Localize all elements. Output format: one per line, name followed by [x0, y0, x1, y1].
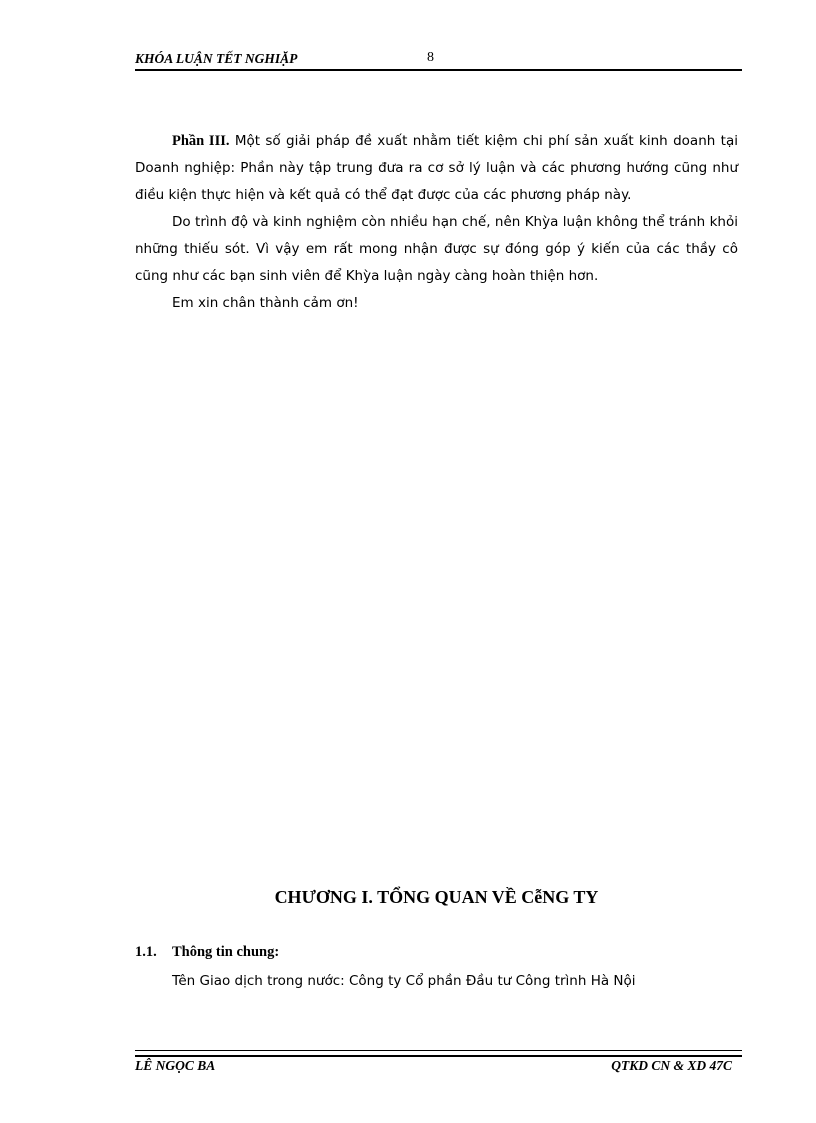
footer-author: LÊ NGỌC BA [135, 1058, 216, 1073]
footer-class: QTKD CN & XD 47C [611, 1058, 732, 1073]
paragraph-text: Do trình độ và kinh nghiệm còn nhiều hạn chế, nên Khỳa luận không thể tránh khỏi những thiếu sót. Vì vậy em rất mong nhận được sự đóng góp ý kiến của các thầy cô cũng như các bạn sinh viên để Khỳa luận ngày càng hoàn thiện hơn. [135, 214, 738, 284]
paragraph-text: Một số giải pháp đề xuất nhằm tiết kiệm chi phí sản xuất kinh doanh tại Doanh nghiệp: Phần này tập trung đưa ra cơ sở lý luận và các phương hướng cũng như điều kiện thực hiện và kết quả có thể đạt được của các phương pháp này. [135, 133, 738, 203]
paragraph-text: Em xin chân thành cảm ơn! [172, 295, 359, 311]
page-number: 8 [427, 50, 434, 65]
section-heading [135, 944, 279, 961]
section-title: Thông tin chung: [172, 944, 280, 960]
section-number: 1.1. [135, 944, 157, 960]
paragraph-part-three [135, 128, 738, 209]
paragraph-limitations [135, 209, 738, 290]
paragraph-thanks [135, 290, 738, 317]
footer-divider [135, 1050, 742, 1057]
chapter-title: CHƯƠNG I. TỔNG QUAN VỀ CễNG TY [274, 887, 599, 907]
intro-text [135, 128, 738, 317]
paragraph-lead: Phần III. [172, 133, 230, 149]
page-header [135, 49, 742, 71]
section-body: Tên Giao dịch trong nước: Công ty Cổ phần Đầu tư Công trình Hà Nội [172, 973, 636, 989]
header-title: KHÓA LUẬN TẾT NGHIẶP [135, 51, 298, 66]
